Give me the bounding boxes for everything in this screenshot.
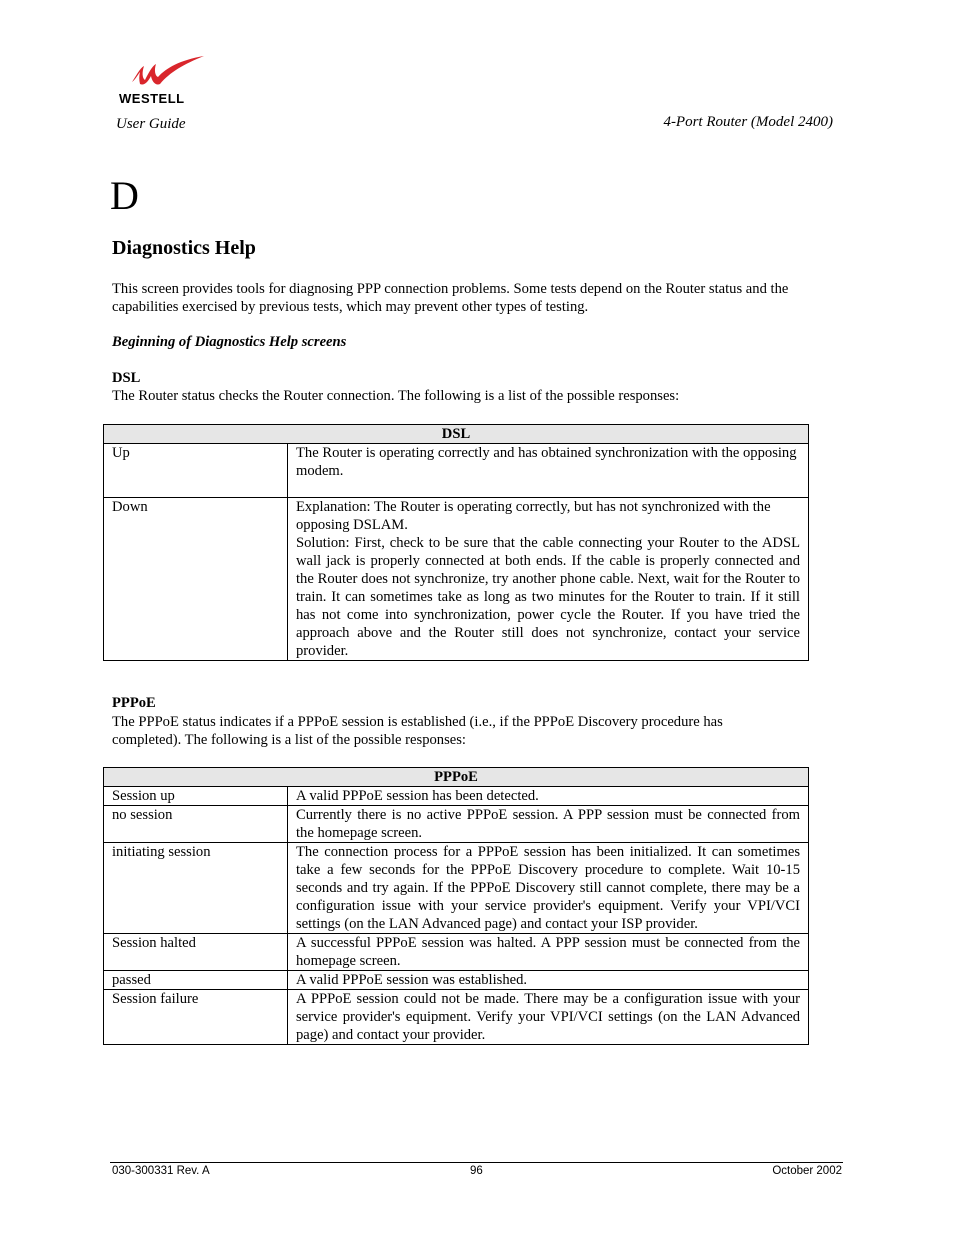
table-row (104, 971, 809, 990)
solution-text: Solution: First, check to be sure that the cable connecting your Router to the ADSL wall jack is properly connected at both ends. If the cable is properly connected and the Router does not synchronize, try another phone cable. Next, wait for the Router to train. It can sometimes take as long as two minutes for the Router to train. If it still has not come into synchronization, power cycle the Router. If you have tried the approach above and the Router still does not synchronize, contact your service provider. (296, 535, 800, 659)
explanation-text: Explanation: The Router is operating correctly, but has not synchronized with the opposing DSLAM. (296, 499, 771, 533)
response-cell: Currently there is no active PPPoE session. A PPP session must be connected from the homepage screen. (288, 806, 809, 843)
chapter-letter: D (110, 173, 139, 218)
status-cell: Session failure (104, 990, 288, 1045)
pppoe-table (103, 767, 809, 1045)
pppoe-description: The PPPoE status indicates if a PPPoE session is established (i.e., if the PPPoE Discovery procedure has completed). The following is a list of the possible responses: (112, 714, 723, 748)
response-cell: The Router is operating correctly and has obtained synchronization with the opposing modem. (288, 444, 809, 498)
section-title: Diagnostics Help (112, 237, 256, 259)
response-cell: A PPPoE session could not be made. There may be a configuration issue with your service provider's equipment. Verify your VPI/VCI settings (on the LAN Advanced page) and contact your provider. (288, 990, 809, 1045)
logo-wordmark: WESTELL (119, 91, 185, 106)
table-row (104, 787, 809, 806)
status-cell: Session up (104, 787, 288, 806)
response-cell: A valid PPPoE session was established. (288, 971, 809, 990)
status-cell: Session halted (104, 934, 288, 971)
table-row (104, 498, 809, 661)
table-row (104, 934, 809, 971)
status-cell: Up (104, 444, 288, 498)
footer-divider (110, 1162, 843, 1163)
footer-date: October 2002 (772, 1165, 842, 1177)
table-row (104, 990, 809, 1045)
table-row (104, 806, 809, 843)
footer-page-number: 96 (470, 1165, 483, 1177)
dsl-heading: DSL (112, 370, 141, 386)
status-cell: passed (104, 971, 288, 990)
table-row (104, 444, 809, 498)
status-cell: Down (104, 498, 288, 661)
header-right: 4-Port Router (Model 2400) (663, 114, 833, 130)
dsl-table-title: DSL (104, 425, 809, 444)
beginning-heading: Beginning of Diagnostics Help screens (112, 334, 347, 350)
status-cell: no session (104, 806, 288, 843)
dsl-table (103, 424, 809, 661)
intro-paragraph: This screen provides tools for diagnosing PPP connection problems. Some tests depend on the Router status and the capabilities exercised by previous tests, which may prevent other types of testing. (112, 281, 789, 315)
pppoe-heading: PPPoE (112, 695, 156, 711)
header-left: User Guide (116, 116, 186, 132)
pppoe-table-title: PPPoE (104, 768, 809, 787)
response-cell (288, 498, 809, 661)
response-cell: A successful PPPoE session was halted. A PPP session must be connected from the homepage screen. (288, 934, 809, 971)
response-cell: A valid PPPoE session has been detected. (288, 787, 809, 806)
table-row (104, 843, 809, 934)
dsl-description: The Router status checks the Router connection. The following is a list of the possible responses: (112, 388, 680, 404)
footer-doc-number: 030-300331 Rev. A (112, 1165, 210, 1177)
westell-logo (118, 54, 208, 108)
status-cell: initiating session (104, 843, 288, 934)
response-cell: The connection process for a PPPoE session has been initialized. It can sometimes take a few seconds for the PPPoE Discovery procedure to complete. Wait 10-15 seconds and try again. If the PPPoE Discovery still cannot complete, there may be a configuration issue with your service provider's equipment. Verify your VPI/VCI settings (on the LAN Advanced page) and contact your ISP provider. (288, 843, 809, 934)
